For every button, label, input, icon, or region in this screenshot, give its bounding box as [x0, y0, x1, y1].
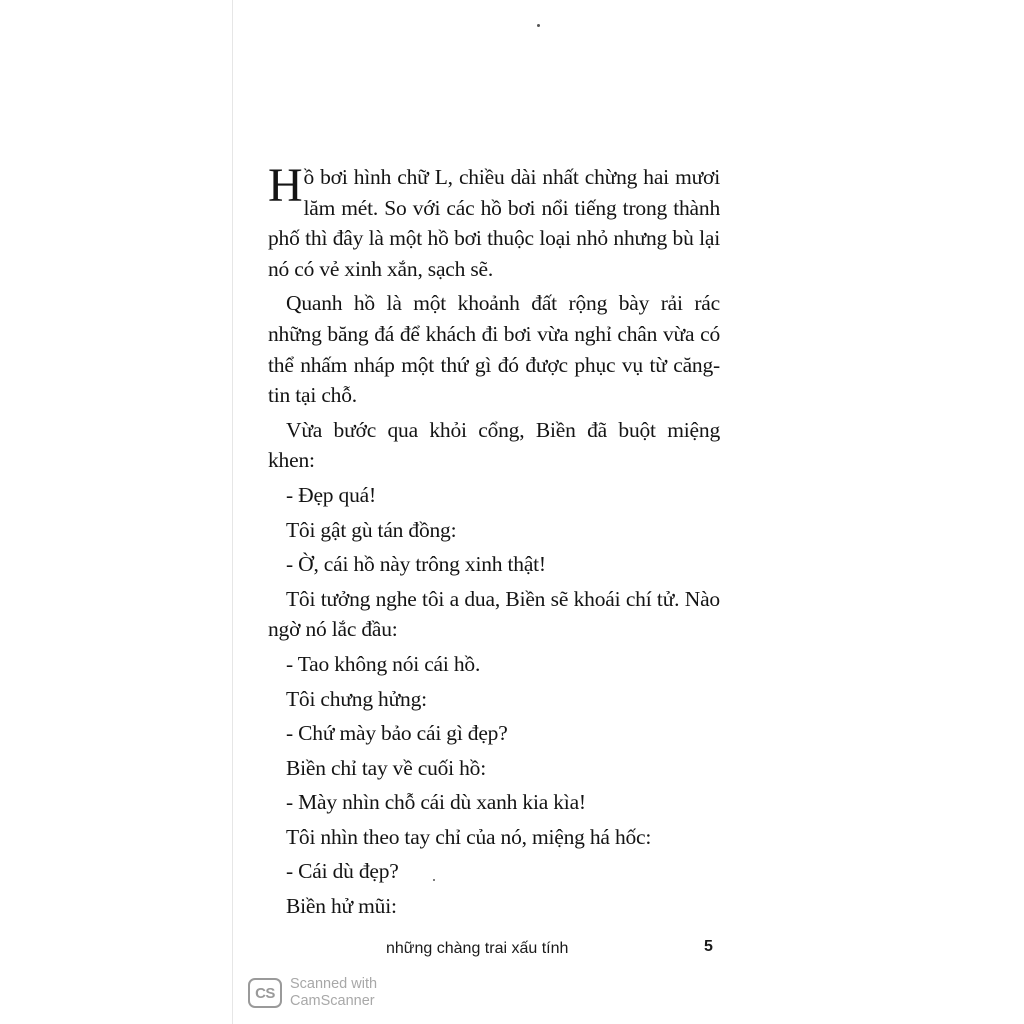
dialogue-line: - Chứ mày bảo cái gì đẹp?: [286, 721, 508, 746]
paragraph: Vừa bước qua khỏi cổng, Biền đã buột miệng khen:: [268, 417, 720, 473]
body-text: [268, 159, 720, 926]
watermark-text: [290, 976, 377, 1010]
watermark-line-2: CamScanner: [290, 993, 375, 1009]
page-number: 5: [704, 938, 713, 955]
paragraph: Quanh hồ là một khoảnh đất rộng bày rải rác những băng đá để khách đi bơi vừa nghỉ chân vừa có thể nhấm nháp một thứ gì đó được phục vụ từ căng-tin tại chỗ.: [268, 291, 720, 408]
watermark-line-1: Scanned with: [290, 976, 378, 992]
dialogue-line: - Cái dù đẹp?: [286, 859, 399, 884]
paragraph: Biền chỉ tay về cuối hồ:: [286, 755, 486, 780]
dialogue-line: - Mày nhìn chỗ cái dù xanh kia kìa!: [286, 790, 586, 815]
dialogue-line: - Tao không nói cái hồ.: [286, 651, 481, 676]
paragraph: Tôi nhìn theo tay chỉ của nó, miệng há hốc:: [286, 824, 652, 849]
paragraph: Biền hử mũi:: [286, 894, 397, 919]
paragraph: Tôi tưởng nghe tôi a dua, Biền sẽ khoái chí tử. Nào ngờ nó lắc đầu:: [268, 586, 720, 642]
scan-speck: [537, 24, 540, 27]
paragraph: Tôi gật gù tán đồng:: [286, 517, 457, 542]
camscanner-logo-icon: CS: [248, 978, 282, 1008]
paragraph: Hồ bơi hình chữ L, chiều dài nhất chừng hai mươi lăm mét. So với các hồ bơi nổi tiếng trong thành phố thì đây là một hồ bơi thuộc loại nhỏ nhưng bù lại nó có vẻ xinh xắn, sạch sẽ.: [268, 159, 720, 281]
book-title-footer: những chàng trai xấu tính: [386, 940, 569, 957]
camscanner-watermark: [248, 976, 377, 1010]
dialogue-line: - Ờ, cái hồ này trông xinh thật!: [286, 552, 546, 577]
dialogue-line: - Đẹp quá!: [286, 482, 376, 507]
paragraph: Tôi chưng hửng:: [286, 686, 427, 711]
